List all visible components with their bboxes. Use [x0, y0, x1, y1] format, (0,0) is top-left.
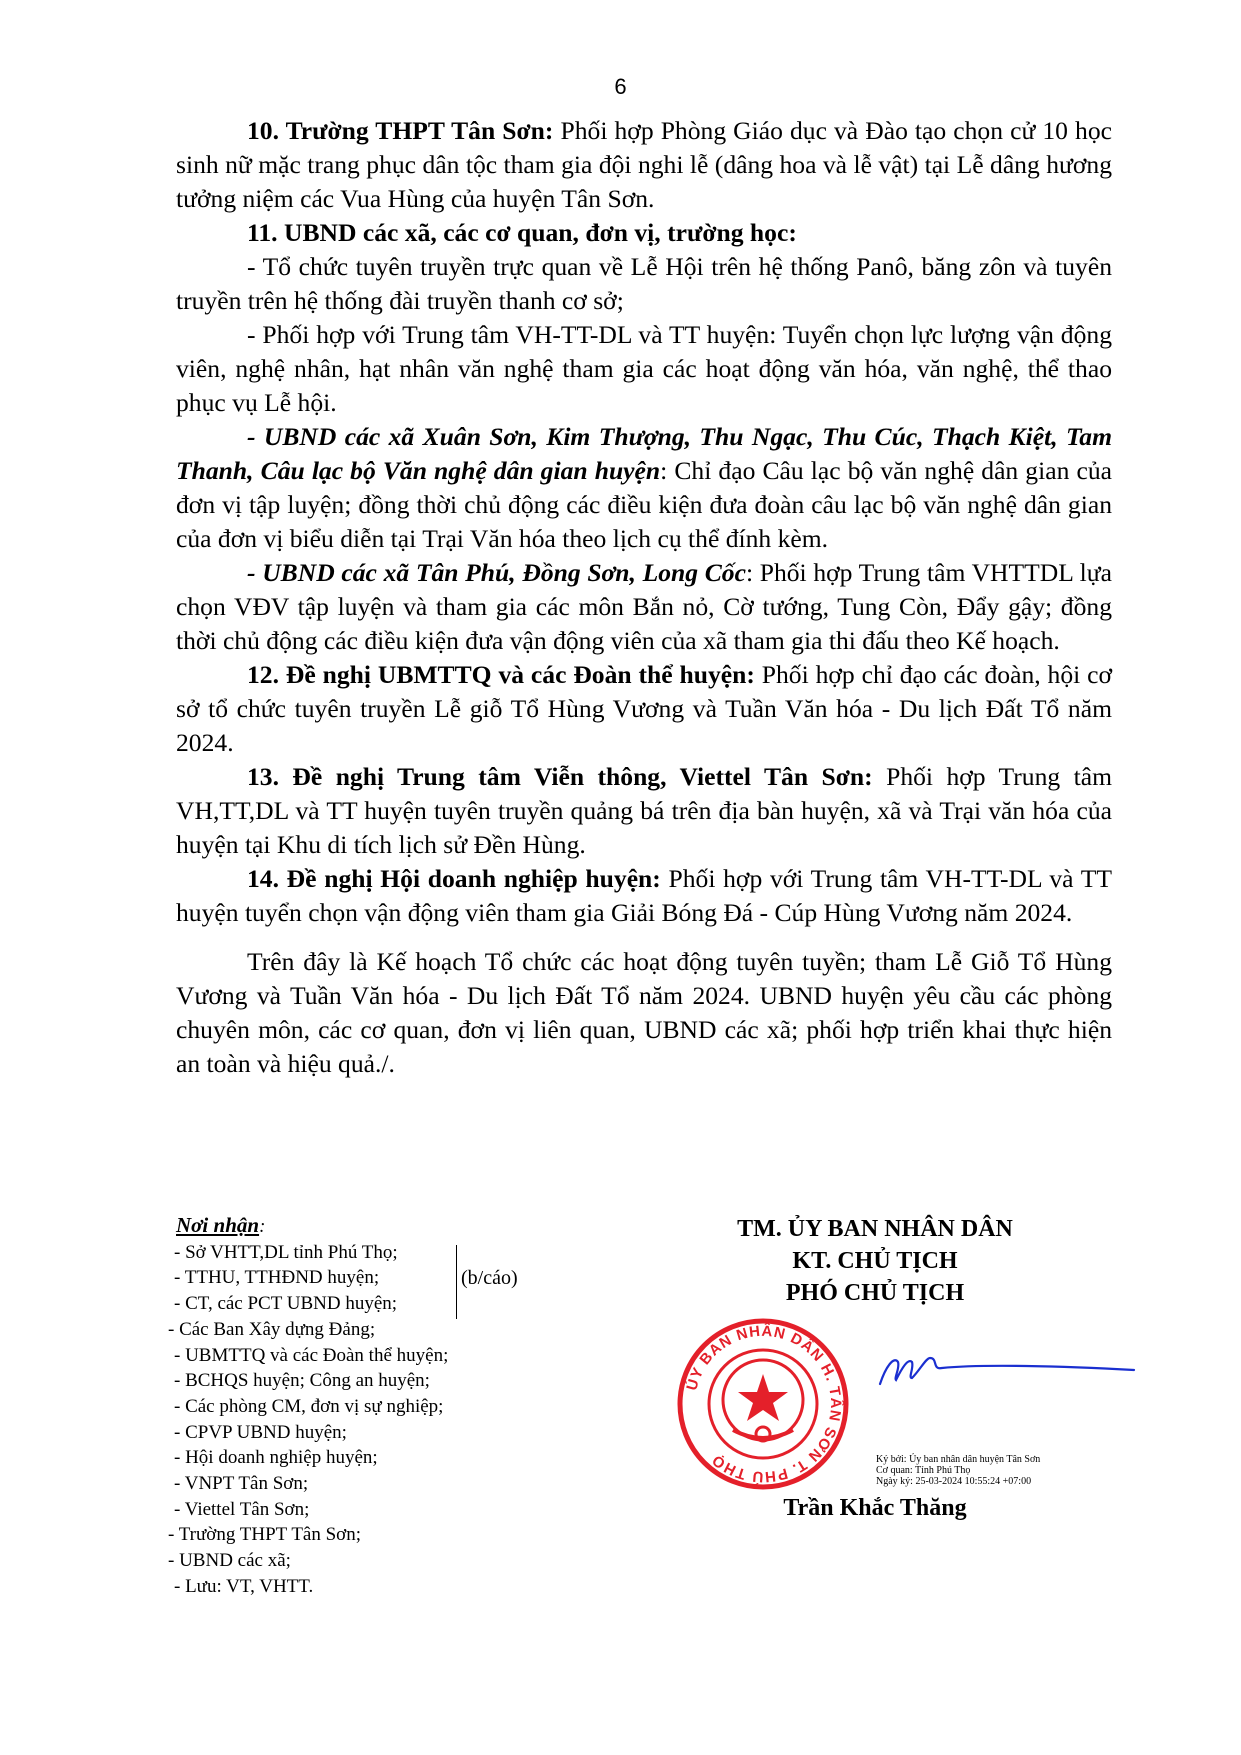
digital-agency: Cơ quan: Tỉnh Phú Thọ — [876, 1465, 971, 1476]
section-14 — [176, 862, 1112, 930]
section-12 — [176, 658, 1112, 760]
section-12-text: Phối hợp chỉ đạo các đoàn, hội cơ sở tổ chức tuyên truyền Lễ giỗ Tổ Hùng Vương và Tuần Văn hóa - Du lịch Đất Tổ năm 2024. — [176, 660, 1112, 757]
signature-title: PHÓ CHỦ TỊCH — [785, 1280, 965, 1306]
section-12-heading: 12. Đề nghị UBMTTQ và các Đoàn thể huyện: — [247, 660, 755, 689]
closing-paragraph: Trên đây là Kế hoạch Tổ chức các hoạt động tuyên tuyền; tham Lễ Giỗ Tổ Hùng Vương và Tuần Văn hóa - Du lịch Đất Tổ năm 2024. UBND huyện yêu cầu các phòng chuyên môn, các cơ quan, đơn vị liên quan, UBND các xã; phối hợp triển khai thực hiện an toàn và hiệu quả./. — [176, 947, 1112, 1078]
recipient-item: - CT, các PCT UBND huyện; — [174, 1293, 398, 1315]
section-11-item-3-text: : Chỉ đạo Câu lạc bộ văn nghệ dân gian của đơn vị tập luyện; đồng thời chủ động các điều kiện đưa đoàn câu lạc bộ văn nghệ dân gian của đơn vị biểu diễn tại Trại Văn hóa theo lịch cụ thể đính kèm. — [176, 456, 1112, 553]
section-13-text: Phối hợp Trung tâm VH,TT,DL và TT huyện tuyên truyền quảng bá trên địa bàn huyện, xã và Trại văn hóa của huyện tại Khu di tích lịch sử Đền Hùng. — [176, 762, 1112, 859]
recipient-item: - Các phòng CM, đơn vị sự nghiệp; — [174, 1395, 444, 1417]
recipient-item: - TTHU, TTHĐND huyện; — [174, 1267, 380, 1289]
recipient-item: - CPVP UBND huyện; — [174, 1421, 347, 1443]
section-14-text: Phối hợp với Trung tâm VH-TT-DL và TT huyện tuyển chọn vận động viên tham gia Giải Bóng Đá - Cúp Hùng Vương năm 2024. — [176, 864, 1112, 927]
recipient-item: - Viettel Tân Sơn; — [174, 1498, 310, 1520]
report-note: (b/cáo) — [461, 1266, 518, 1289]
recipient-item: - Trường THPT Tân Sơn; — [168, 1524, 361, 1546]
recipient-item: - VNPT Tân Sơn; — [174, 1473, 309, 1495]
section-11-item-4 — [176, 556, 1112, 658]
recipients-title: Nơi nhận: — [176, 1213, 266, 1237]
section-11-item-3 — [176, 420, 1112, 556]
page-number: 6 — [614, 74, 627, 99]
section-10-heading: 10. Trường THPT Tân Sơn: — [247, 116, 554, 145]
report-group — [168, 1240, 548, 1317]
section-11-heading: 11. UBND các xã, các cơ quan, đơn vị, trường học: — [247, 218, 797, 247]
section-10-text: Phối hợp Phòng Giáo dục và Đào tạo chọn cử 10 học sinh nữ mặc trang phục dân tộc tham gia đội nghi lễ (dâng hoa và lễ vật) tại Lễ dâng hương tưởng niệm các Vua Hùng của huyện Tân Sơn. — [176, 116, 1112, 213]
digital-date: Ngày ký: 25-03-2024 10:55:24 +07:00 — [876, 1476, 1032, 1487]
digital-signed-by: Ký bởi: Ủy ban nhân dân huyện Tân Sơn — [876, 1454, 1041, 1465]
section-11-item-4-text: : Phối hợp Trung tâm VHTTDL lựa chọn VĐV tập luyện và tham gia các môn Bắn nỏ, Cờ tướng, Tung Còn, Đẩy gậy; đồng thời chủ động các điều kiện đưa vận động viên của xã tham gia thi đấu theo Kế hoạch. — [176, 558, 1112, 655]
recipient-item: - UBND các xã; — [168, 1550, 291, 1572]
recipient-item: - Lưu: VT, VHTT. — [174, 1575, 314, 1597]
section-13-heading: 13. Đề nghị Trung tâm Viễn thông, Viettel Tân Sơn: — [247, 762, 873, 791]
recipient-item: - Các Ban Xây dựng Đảng; — [168, 1318, 376, 1340]
recipient-item: - UBMTTQ và các Đoàn thể huyện; — [174, 1344, 449, 1366]
signature-org: TM. ỦY BAN NHÂN DÂN — [737, 1216, 1013, 1242]
section-11-item-3-lead: - UBND các xã Xuân Sơn, Kim Thượng, Thu Ngạc, Thu Cúc, Thạch Kiệt, Tam Thanh, Câu lạc bộ Văn nghệ dân gian huyện — [176, 422, 1112, 485]
section-11-item-2: - Phối hợp với Trung tâm VH-TT-DL và TT huyện: Tuyển chọn lực lượng vận động viên, nghệ nhân, hạt nhân văn nghệ tham gia các hoạt động văn hóa, văn nghệ, thể thao phục vụ Lễ hội. — [176, 320, 1112, 417]
section-11-item-4-lead: - UBND các xã Tân Phú, Đồng Sơn, Long Cốc — [247, 558, 746, 587]
signature-block — [675, 1213, 1075, 1309]
section-14-heading: 14. Đề nghị Hội doanh nghiệp huyện: — [247, 864, 661, 893]
seal-text: ỦY BAN NHÂN DÂN H. TÂN SƠN T. PHÚ THỌ — [683, 1322, 845, 1486]
digital-signature-info — [876, 1454, 1040, 1487]
section-13 — [176, 760, 1112, 862]
recipient-item: - Hội doanh nghiệp huyện; — [174, 1447, 378, 1469]
section-11-item-1: - Tổ chức tuyên truyền trực quan về Lễ Hội trên hệ thống Panô, băng zôn và tuyên truyền trên hệ thống đài truyền thanh cơ sở; — [176, 252, 1112, 315]
recipient-item: - Sở VHTT,DL tỉnh Phú Thọ; — [174, 1241, 398, 1263]
document-body — [176, 114, 1112, 1081]
signature-role: KT. CHỦ TỊCH — [792, 1248, 958, 1274]
signer-name: Trần Khắc Thăng — [783, 1495, 967, 1521]
section-10 — [176, 114, 1112, 216]
bracket-line — [456, 1245, 457, 1319]
official-seal-icon — [677, 1318, 849, 1490]
recipients-block — [168, 1213, 548, 1600]
handwritten-signature-icon — [872, 1344, 1142, 1394]
recipient-item: - BCHQS huyện; Công an huyện; — [174, 1370, 430, 1392]
